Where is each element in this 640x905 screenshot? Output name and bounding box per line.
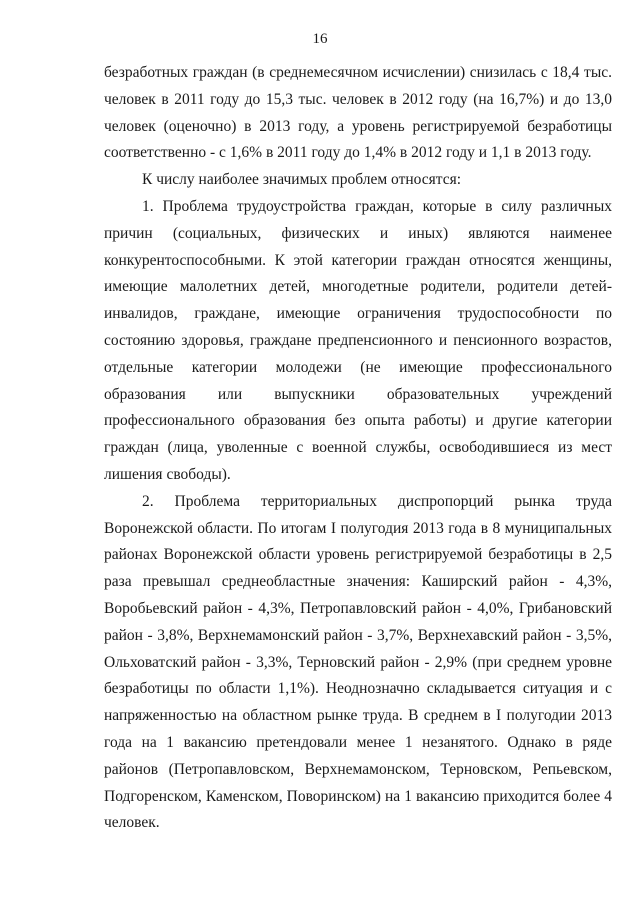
paragraph-problem-1: 1. Проблема трудоустройства граждан, которые в силу различных причин (социальных, физических и иных) являются наименее конкурентоспособными. К этой категории граждан относятся женщины, имеющие малолетних детей, многодетные родители, родители детей-инвалидов, граждане, имеющие ограничения трудоспособности по состоянию здоровья, граждане предпенсионного и пенсионного возрастов, отдельные категории молодежи (не имеющие профессионального образования или выпускники образовательных учреждений профессионального образования без опыта работы) и другие категории граждан (лица, уволенные с военной службы, освободившиеся из мест лишения свободы).	[104, 197, 612, 483]
paragraph-unemployment-stats: безработных граждан (в среднемесячном исчислении) снизилась с 18,4 тыс. человек в 2011 году до 15,3 тыс. человек в 2012 году (на 16,7%) и до 13,0 человек (оценочно) в 2013 году, а уровень регистрируемой безработицы соответственно - с 1,6% в 2011 году до 1,4% в 2012 году и 1,1 в 2013 году.	[104, 64, 612, 162]
paragraph-problem-2: 2. Проблема территориальных диспропорций рынка труда Воронежской области. По итогам I полугодия 2013 года в 8 муниципальных районах Воронежской области уровень регистрируемой безработицы в 2,5 раза превышал среднеобластные значения: Каширский район - 4,3%, Воробьевский район - 4,3%, Петропавловский район - 4,0%, Грибановский район - 3,8%, Верхнемамонский район - 3,7%, Верхнехавский район - 3,5%, Ольховатский район - 3,3%, Терновский район - 2,9% (при среднем уровне безработицы по области 1,1%). Неоднозначно складывается ситуация и с напряженностью на областном рынке труда. В среднем в I полугодии 2013 года на 1 вакансию претендовали менее 1 незанятого. Однако в ряде районов (Петропавловском, Верхнемамонском, Терновском, Репьевском, Подгоренском, Каменском, Поворинском) на 1 вакансию приходится более 4 человек.	[104, 492, 612, 832]
paragraph-problems-intro: К числу наиболее значимых проблем относятся:	[142, 171, 462, 189]
document-body	[104, 60, 612, 837]
page-number: 16	[312, 31, 328, 47]
